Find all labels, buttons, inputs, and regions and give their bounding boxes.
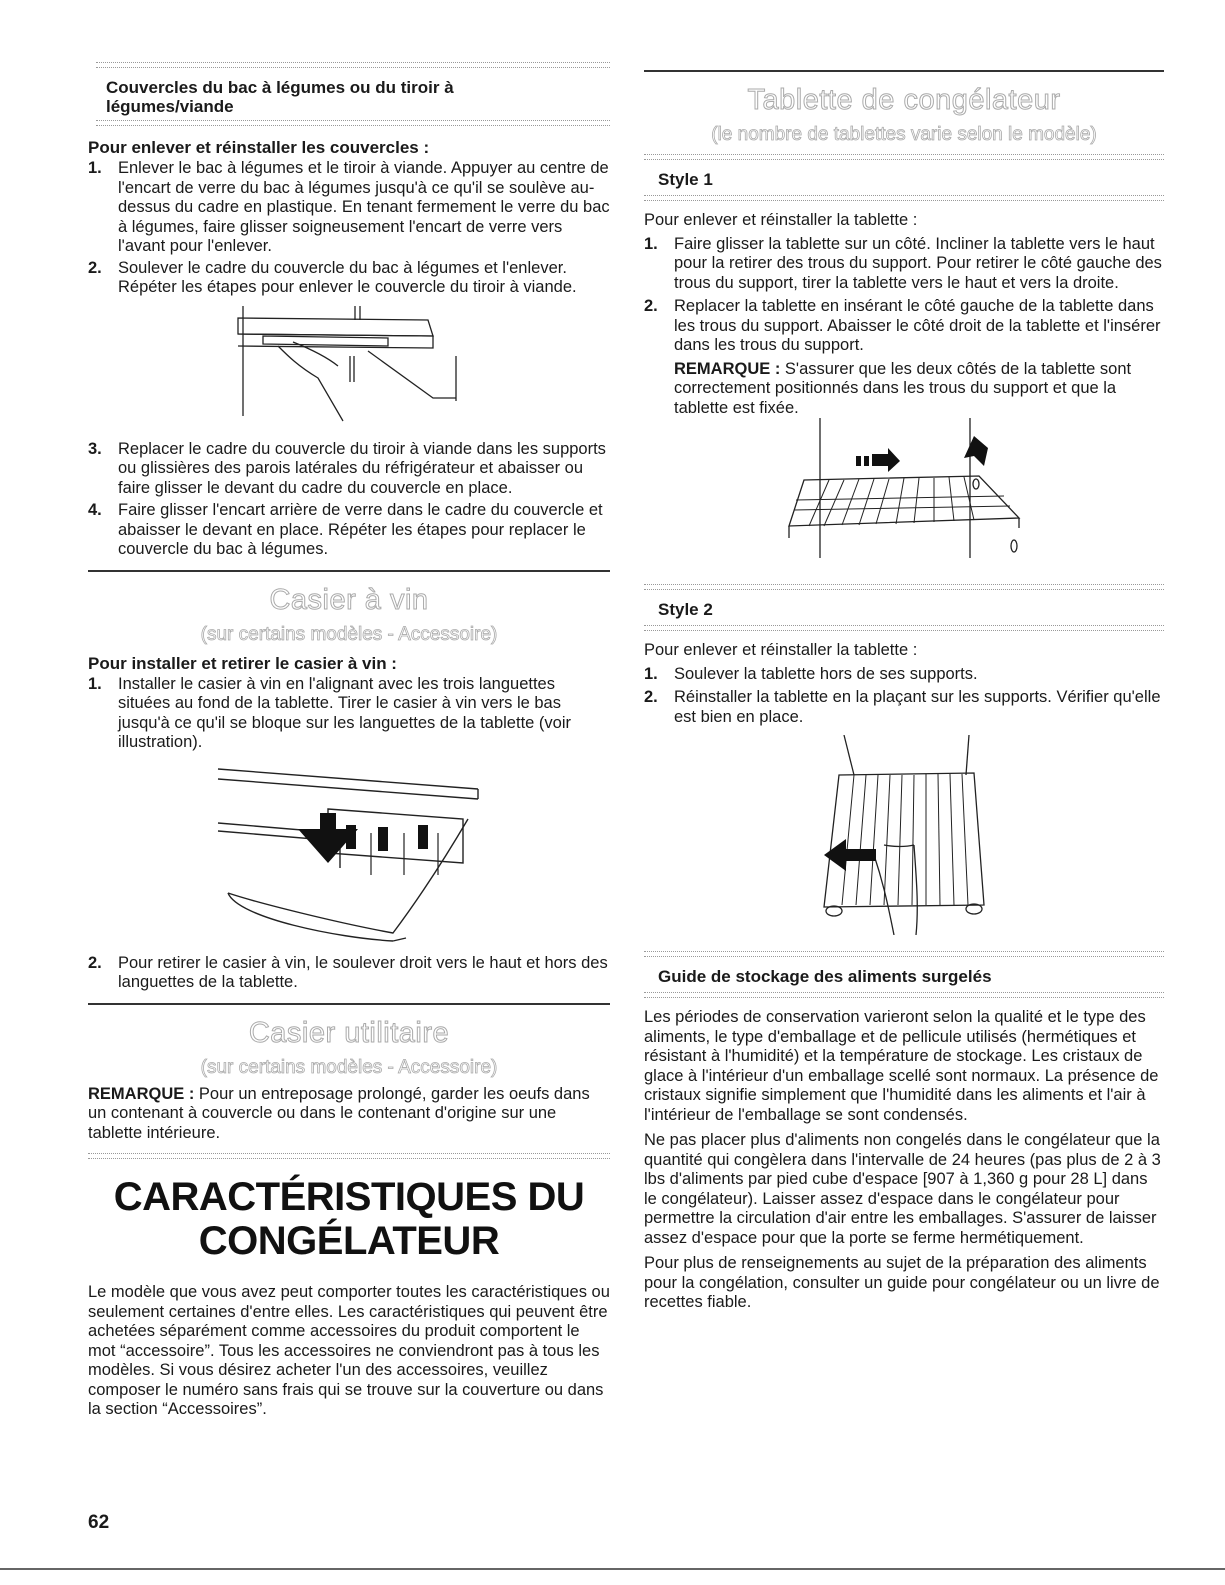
- step-number: 2.: [644, 297, 658, 315]
- list-item: [644, 688, 1164, 727]
- note-text: Pour un entreposage prolongé, garder les oeufs dans un contenant à couvercle ou dans le contenant d'origine sur une tablette intérieure.: [88, 1084, 590, 1142]
- style2-shelf-illustration: [644, 735, 1164, 935]
- step-number: 1.: [88, 159, 102, 177]
- freezer-shelf-title: Tablette de congélateur: [747, 84, 1061, 116]
- step-text: Replacer la tablette en insérant le côté gauche de la tablette dans les trous du support. Abaisser le côté droit de la tablette et l'insérer dans les trous du support.: [674, 297, 1161, 354]
- divider: [644, 625, 1164, 631]
- wine-rack-illustration: [88, 763, 610, 948]
- divider: [96, 62, 610, 68]
- covers-heading: Couvercles du bac à légumes ou du tiroir à légumes/viande: [106, 78, 454, 116]
- step-number: 1.: [88, 674, 102, 693]
- step-text: Soulever la tablette hors de ses supports.: [674, 664, 978, 683]
- list-item: [88, 675, 610, 753]
- list-item: [88, 501, 610, 560]
- step-number: 2.: [644, 688, 658, 706]
- style2-intro: Pour enlever et réinstaller la tablette :: [644, 641, 918, 659]
- wine-rack-title: Casier à vin: [269, 583, 429, 616]
- divider: [644, 584, 1164, 590]
- step-number: 4.: [88, 501, 102, 519]
- guide-paragraph: Pour plus de renseignements au sujet de la préparation des aliments pour la congélation, consulter un guide pour congélateur ou un livre de recettes fiable.: [644, 1254, 1160, 1311]
- utility-bin-subtitle: (sur certains modèles - Accessoire): [200, 1056, 498, 1078]
- section-rule: [88, 1003, 610, 1005]
- note-text: S'assurer que les deux côtés de la tablette sont correctement positionnés dans les trous du support et que la tablette est fixée.: [674, 359, 1132, 417]
- guide-paragraph: Les périodes de conservation varieront selon la qualité et le type des aliments, le type d'emballage et de pellicule utilisés (hermétiques et résistant à l'humidité) et la température de stockage. Les cristaux de glace à l'intérieur d'un emballage scellé sont normaux. La présence de cristaux signifie simplement que l'humidité dans les aliments et l'air à l'intérieur de l'emballage se sont condensés.: [644, 1008, 1159, 1124]
- wine-rack-subheading: Pour installer et retirer le casier à vin :: [88, 653, 397, 673]
- style2-steps: [644, 665, 1164, 728]
- page-bottom-rule: [0, 1568, 1225, 1570]
- divider: [96, 120, 610, 126]
- step-number: 2.: [88, 953, 102, 972]
- style1-heading: Style 1: [658, 170, 713, 189]
- step-text: Installer le casier à vin en l'alignant avec les trois languettes situées au fond de la tablette. Tirer le casier à vin vers le bas jusqu'à ce qu'il se bloque sur les languettes de la tablette (voir illustration).: [118, 674, 571, 751]
- step-text: Soulever le cadre du couvercle du bac à légumes et l'enlever. Répéter les étapes pour enlever le couvercle du tiroir à viande.: [118, 258, 577, 296]
- section-rule: [88, 570, 610, 572]
- step-text: Faire glisser l'encart arrière de verre dans le cadre du couvercle et abaisser le devant en place. Répéter les étapes pour replacer le couvercle du bac à légumes.: [118, 501, 603, 558]
- covers-steps-a: [88, 159, 610, 298]
- list-item: [88, 159, 610, 257]
- list-item: [88, 259, 610, 298]
- style1-note: [644, 360, 1164, 419]
- list-item: [644, 297, 1164, 356]
- step-number: 3.: [88, 439, 102, 458]
- style1-intro: Pour enlever et réinstaller la tablette :: [644, 211, 918, 229]
- divider: [88, 1153, 610, 1159]
- step-number: 2.: [88, 258, 102, 277]
- wine-steps-b: [88, 954, 610, 993]
- divider: [644, 992, 1164, 998]
- step-text: Pour retirer le casier à vin, le soulever droit vers le haut et hors des languettes de la tablette.: [118, 953, 608, 991]
- left-column: [88, 62, 610, 1420]
- step-text: Faire glisser la tablette sur un côté. Incliner la tablette vers le haut pour la retirer des trous du support. Pour retirer le côté gauche des trous du support, tirer la tablette vers le haut et vers la droite.: [674, 234, 1162, 292]
- list-item: [88, 954, 610, 993]
- divider: [644, 154, 1164, 160]
- style1-shelf-illustration: [644, 418, 1164, 578]
- covers-steps-b: [88, 440, 610, 560]
- guide-paragraph: Ne pas placer plus d'aliments non congelés dans le congélateur que la quantité qui congèlera dans l'intervalle de 24 heures (pas plus de 2 à 3 lbs d'aliments par pied cube d'espace [907 à 1,360 g pour 28 L] dans le congélateur). Laisser assez d'espace dans le congélateur pour permettre la circulation d'air entre les emballages. S'assurer de laisser assez d'espace pour que la porte se ferme hermétiquement.: [644, 1131, 1161, 1247]
- style1-steps: [644, 235, 1164, 356]
- wine-steps-a: [88, 675, 610, 753]
- section-rule: [644, 70, 1164, 72]
- note-label: REMARQUE :: [88, 1084, 195, 1103]
- utility-bin-title: Casier utilitaire: [248, 1016, 450, 1049]
- title-line: CONGÉLATEUR: [198, 1219, 500, 1263]
- list-item: [644, 235, 1164, 294]
- freezer-shelf-subtitle: (le nombre de tablettes varie selon le modèle): [711, 124, 1097, 145]
- step-text: Réinstaller la tablette en la plaçant sur les supports. Vérifier qu'elle est bien en place.: [674, 688, 1161, 726]
- divider: [644, 951, 1164, 957]
- step-text: Enlever le bac à légumes et le tiroir à viande. Appuyer au centre de l'encart de verre du bac à légumes jusqu'à ce qu'il se soulève au-dessus du cadre en plastique. En tenant fermement le verre du bac à légumes, faire glisser soigneusement l'encart de verre vers l'avant pour l'enlever.: [118, 159, 610, 255]
- list-item: [88, 440, 610, 499]
- freezer-intro: Le modèle que vous avez peut comporter toutes les caractéristiques ou seulement certaines d'entre elles. Les caractéristiques qui peuvent être achetées séparément comme accessoires du produit comportent le mot “accessoire”. Tous les accessoires ne conviendront pas à tous les modèles. Si vous désirez acheter l'un des accessoires, veuillez composer le numéro sans frais qui se trouve sur la couverture ou dans la section “Accessoires”.: [88, 1283, 610, 1418]
- step-number: 1.: [644, 234, 658, 253]
- step-number: 1.: [644, 664, 658, 683]
- divider: [644, 195, 1164, 201]
- freezer-features-title: [88, 1175, 610, 1263]
- list-item: [644, 665, 1164, 685]
- utility-note: [88, 1085, 610, 1144]
- page-number: 62: [88, 1512, 110, 1533]
- wine-rack-subtitle: (sur certains modèles - Accessoire): [200, 623, 498, 645]
- note-label: REMARQUE :: [674, 359, 781, 378]
- covers-subheading: Pour enlever et réinstaller les couvercles :: [88, 138, 430, 157]
- crisper-cover-illustration: [88, 306, 610, 426]
- right-column: [644, 62, 1164, 1313]
- style2-heading: Style 2: [658, 600, 713, 619]
- step-text: Replacer le cadre du couvercle du tiroir à viande dans les supports ou glissières des parois latérales du réfrigérateur et abaisser ou faire glisser le devant du cadre du couvercle en place.: [118, 439, 606, 497]
- guide-heading: Guide de stockage des aliments surgelés: [658, 967, 992, 986]
- title-line: CARACTÉRISTIQUES DU: [113, 1175, 585, 1219]
